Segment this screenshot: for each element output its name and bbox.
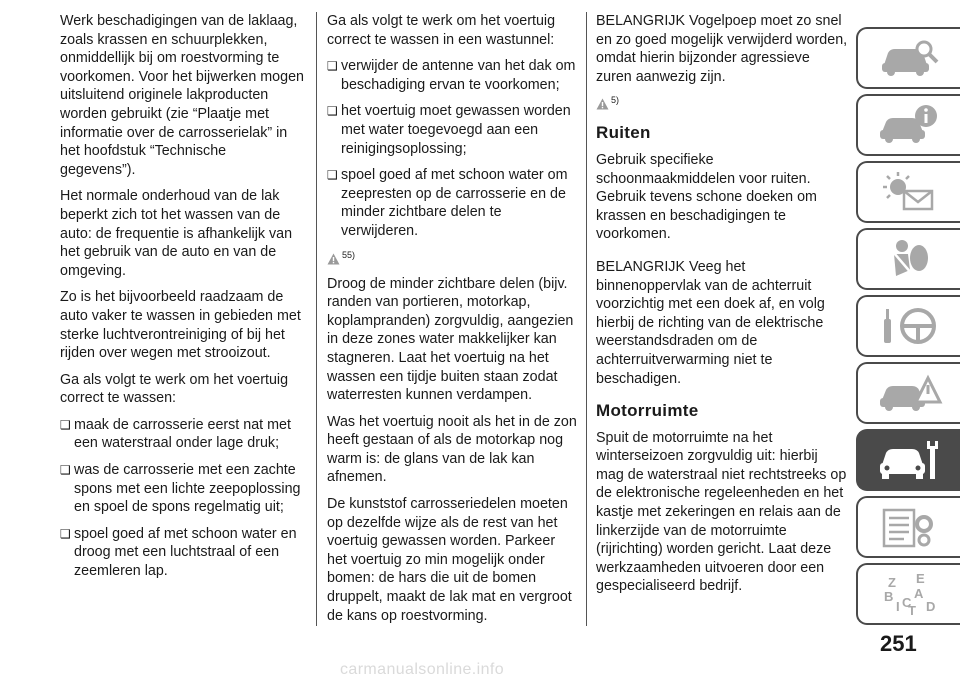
emergency-icon: [874, 370, 944, 416]
paragraph: BELANGRIJK Vogelpoep moet zo snel en zo goed mogelijk verwijderd worden, omdat hierin bijzonder agressieve zuren aanwezig zijn.: [596, 13, 848, 85]
steering-start-icon: [874, 303, 944, 349]
warning-ref-number: 5): [611, 95, 620, 106]
index-letter: I: [896, 599, 900, 614]
index-letter: D: [926, 599, 936, 614]
page-number: 251: [880, 631, 917, 656]
tab-safety[interactable]: [856, 228, 960, 290]
index-letter: A: [914, 586, 924, 601]
section-heading: Ruiten: [596, 123, 651, 143]
tab-emergency[interactable]: [856, 362, 960, 424]
index-letter: Z: [888, 575, 896, 590]
column-divider: [586, 12, 587, 626]
index-letter: B: [884, 589, 894, 604]
paragraph: BELANGRIJK Veeg het binnenoppervlak van de achterruit voorzichtig met een doek af, en volg hierbij de richting van de elektrische weerstandsdraden om de achterruitverwarming niet te beschadigen.: [596, 258, 825, 387]
paragraph: Droog de minder zichtbare delen (bijv. randen van portieren, motorkap, koplampranden) zorgvuldig, aangezien in deze zones water makkelijker kan stagneren. Laat het voertuig na het wassen een tijdje buiten staan zodat waterresten kunnen verdampen.: [327, 275, 574, 404]
technical-data-icon: [874, 504, 944, 550]
section-heading: Motorruimte: [596, 401, 699, 421]
paragraph: Was het voertuig nooit als het in de zon heeft gestaan of als de motorkap nog warm is: de glans van de lak kan afnemen.: [327, 413, 577, 486]
tab-technical-data[interactable]: [856, 496, 960, 558]
paragraph: Ga als volgt te werk om het voertuig correct te wassen:: [60, 371, 289, 407]
index-letter: E: [916, 571, 925, 586]
paragraph: Gebruik specifieke schoonmaakmiddelen voor ruiten. Gebruik tevens schone doeken om krassen en beschadigingen te voorkomen.: [596, 151, 817, 243]
bullet-item: ❑ maak de carrosserie eerst nat met een waterstraal onder lage druk;: [60, 416, 305, 453]
warning-lights-icon: [874, 169, 944, 215]
warning-reference: [596, 94, 848, 116]
index-letter: C: [902, 595, 912, 610]
car-info-icon: [874, 102, 944, 148]
column-3: [596, 12, 848, 604]
warning-ref-number: 55): [342, 249, 356, 260]
bullet-item: ❑ spoel goed af met schoon water om zeepresten op de carrosserie en de minder zichtbare delen te verwijderen.: [327, 166, 577, 240]
bullet-item: ❑ spoel goed af met schoon water en droog met een luchtstraal of een zeemleren lap.: [60, 525, 305, 581]
index-letter: T: [908, 603, 916, 617]
paragraph: Zo is het bijvoorbeeld raadzaam de auto vaker te wassen in gebieden met sterke luchtverontreiniging of bij het rijden over wegen met strooizout.: [60, 289, 301, 362]
column-divider: [316, 12, 317, 626]
safety-airbag-icon: [874, 236, 944, 282]
warning-reference: [327, 249, 577, 271]
paragraph: Ga als volgt te werk om het voertuig correct te wassen in een wastunnel:: [327, 13, 556, 48]
tab-maintenance[interactable]: [856, 429, 960, 491]
bullet-item: ❑ het voertuig moet gewassen worden met water toegevoegd aan een reinigingsoplossing;: [327, 102, 577, 158]
bullet-item: ❑ was de carrosserie met een zachte spons met een lichte zeepoplossing en spoel de spons regelmatig uit;: [60, 461, 305, 517]
paragraph: Werk beschadigingen van de laklaag, zoals krassen en schuurplekken, onmiddellijk bij om roestvorming te voorkomen. Voor het bijwerken mogen uitsluitend originele lakproducten worden gebruikt (zie “Plaatje met informatie over de carrosserielak” in het hoofdstuk “Technische gegevens”).: [60, 13, 304, 178]
index-icon: [874, 571, 944, 617]
tab-car-search[interactable]: [856, 27, 960, 89]
warning-triangle-icon: [596, 98, 609, 110]
column-1: [60, 12, 305, 589]
warning-triangle-icon: [327, 253, 340, 265]
tab-steering-start[interactable]: [856, 295, 960, 357]
paragraph: Spuit de motorruimte na het winterseizoen zorgvuldig uit: hierbij mag de waterstraal niet rechtstreeks op de elektronische regeleenheden en het kastje met zekeringen en relais aan de linkerzijde van de motorruimte (rijrichting) worden gericht. Laat deze werkzaamheden uitvoeren door een gespecialiseerd bedrijf.: [596, 429, 847, 595]
paragraph: De kunststof carrosseriedelen moeten op dezelfde wijze als de rest van het voertuig gewassen worden. Parkeer het voertuig zo min mogelijk onder bomen: de hars die uit de bomen druppelt, maakt de lak mat en vergroot de kans op roestvorming.: [327, 496, 572, 624]
tab-index[interactable]: [856, 563, 960, 625]
tab-warning-lights[interactable]: [856, 161, 960, 223]
watermark: carmanualsonline.info: [340, 661, 505, 678]
car-search-icon: [874, 35, 944, 81]
car-maintenance-icon: [874, 437, 944, 483]
column-2: [327, 12, 577, 633]
bullet-item: ❑ verwijder de antenne van het dak om beschadiging ervan te voorkomen;: [327, 57, 577, 94]
tab-car-info[interactable]: [856, 94, 960, 156]
paragraph: Het normale onderhoud van de lak beperkt zich tot het wassen van de auto: de frequentie is afhankelijk van het gebruik van de auto en van de omgeving.: [60, 188, 293, 279]
